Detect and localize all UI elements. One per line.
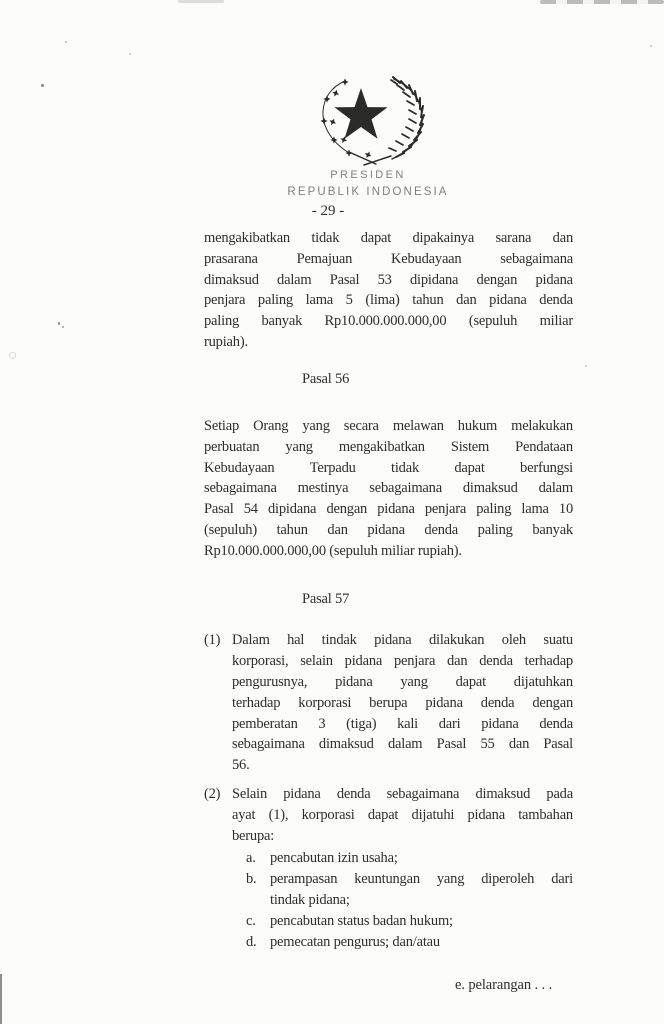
item-letter: d.: [246, 933, 257, 950]
scan-speck: [129, 53, 131, 55]
text-line: pencabutan izin usaha;: [270, 850, 398, 867]
text-line: pemberatan 3 (tiga) kali dari pidana denda: [232, 715, 573, 732]
scan-speck: [62, 326, 64, 328]
section-heading: Pasal 56: [302, 371, 350, 388]
scan-speck: [58, 322, 60, 325]
text-line: terhadap korporasi berupa pidana denda dengan: [232, 694, 573, 711]
text-line: dimaksud dalam Pasal 53 dipidana dengan pidana: [204, 271, 573, 288]
section-heading: Pasal 57: [302, 590, 350, 607]
text-line: perampasan keuntungan yang diperoleh dari: [270, 871, 573, 888]
numbered-item: [204, 784, 573, 952]
lettered-item: [232, 932, 573, 953]
scan-speck: [9, 352, 16, 359]
catchword: e. pelarangan . . .: [455, 977, 553, 993]
scan-speck: [650, 45, 652, 47]
section-paragraph: [204, 416, 573, 562]
lettered-item: [232, 848, 573, 869]
sub-list: [232, 848, 573, 952]
text-line: tindak pidana;: [270, 892, 350, 909]
sub-item-paragraph: [270, 932, 573, 953]
text-line: korporasi, selain pidana penjara dan denda terhadap: [232, 653, 573, 670]
text-line: paling banyak Rp10.000.000.000,00 (sepuluh miliar: [204, 313, 573, 330]
section: [204, 369, 573, 561]
presidential-seal: [318, 76, 428, 168]
text-line: 56.: [232, 757, 250, 774]
text-line: (sepuluh) tahun dan pidana denda paling banyak: [204, 522, 573, 539]
lettered-item: [232, 911, 573, 932]
scan-speck: [65, 41, 67, 43]
text-line: sebagaimana mestinya sebagaimana dimaksud dalam: [204, 480, 573, 497]
text-line: perbuatan yang mengakibatkan Sistem Pendataan: [204, 438, 573, 455]
text-line: pemecatan pengurus; dan/atau: [270, 933, 440, 950]
letterhead: [287, 169, 448, 199]
text-line: penjara paling lama 5 (lima) tahun dan pidana denda: [204, 292, 573, 309]
item-number: (2): [204, 786, 221, 803]
text-line: prasarana Pemajuan Kebudayaan sebagaimana: [204, 250, 573, 267]
presidential-seal-icon: [318, 76, 428, 168]
sub-item-paragraph: [270, 869, 573, 911]
sub-item-paragraph: [270, 911, 573, 932]
text-line: Rp10.000.000.000,00 (sepuluh miliar rupiah).: [204, 542, 462, 559]
text-line: Kebudayaan Terpadu tidak dapat berfungsi: [204, 459, 573, 476]
text-line: pengurusnya, pidana yang dapat dijatuhkan: [232, 674, 573, 691]
text-line: rupiah).: [204, 333, 248, 350]
lettered-item: [232, 869, 573, 911]
item-letter: a.: [246, 850, 256, 867]
scan-streak: [178, 0, 224, 3]
sub-item-paragraph: [270, 848, 573, 869]
item-letter: c.: [246, 912, 256, 929]
text-line: pencabutan status badan hukum;: [270, 912, 453, 929]
text-line: Setiap Orang yang secara melawan hukum melakukan: [204, 418, 573, 435]
text-block: [204, 228, 573, 952]
numbered-item: [204, 630, 573, 776]
section: [204, 589, 573, 953]
letterhead-line-republik-indonesia: REPUBLIK INDONESIA: [287, 186, 449, 198]
scan-speck: [41, 84, 44, 87]
text-line: Dalam hal tindak pidana dilakukan oleh suatu: [232, 632, 573, 649]
scan-streak: [540, 0, 664, 4]
item-letter: b.: [246, 871, 257, 888]
text-line: Selain pidana denda sebagaimana dimaksud pada: [232, 786, 573, 803]
scan-speck: [585, 365, 587, 367]
scan-edge-line: [0, 974, 2, 1024]
item-paragraph: [232, 784, 573, 846]
text-line: ayat (1), korporasi dapat dijatuhi pidana tambahan: [232, 806, 573, 823]
page-number: - 29 -: [311, 203, 345, 219]
intro-paragraph: [204, 228, 573, 353]
text-line: mengakibatkan tidak dapat dipakainya sarana dan: [204, 230, 573, 246]
item-number: (1): [204, 632, 221, 649]
item-paragraph: [232, 630, 573, 776]
text-line: berupa:: [232, 827, 275, 844]
text-line: sebagaimana dimaksud dalam Pasal 55 dan Pasal: [232, 736, 573, 753]
text-line: Pasal 54 dipidana dengan pidana penjara paling lama 10: [204, 501, 573, 518]
letterhead-line-presiden: PRESIDEN: [330, 169, 406, 181]
